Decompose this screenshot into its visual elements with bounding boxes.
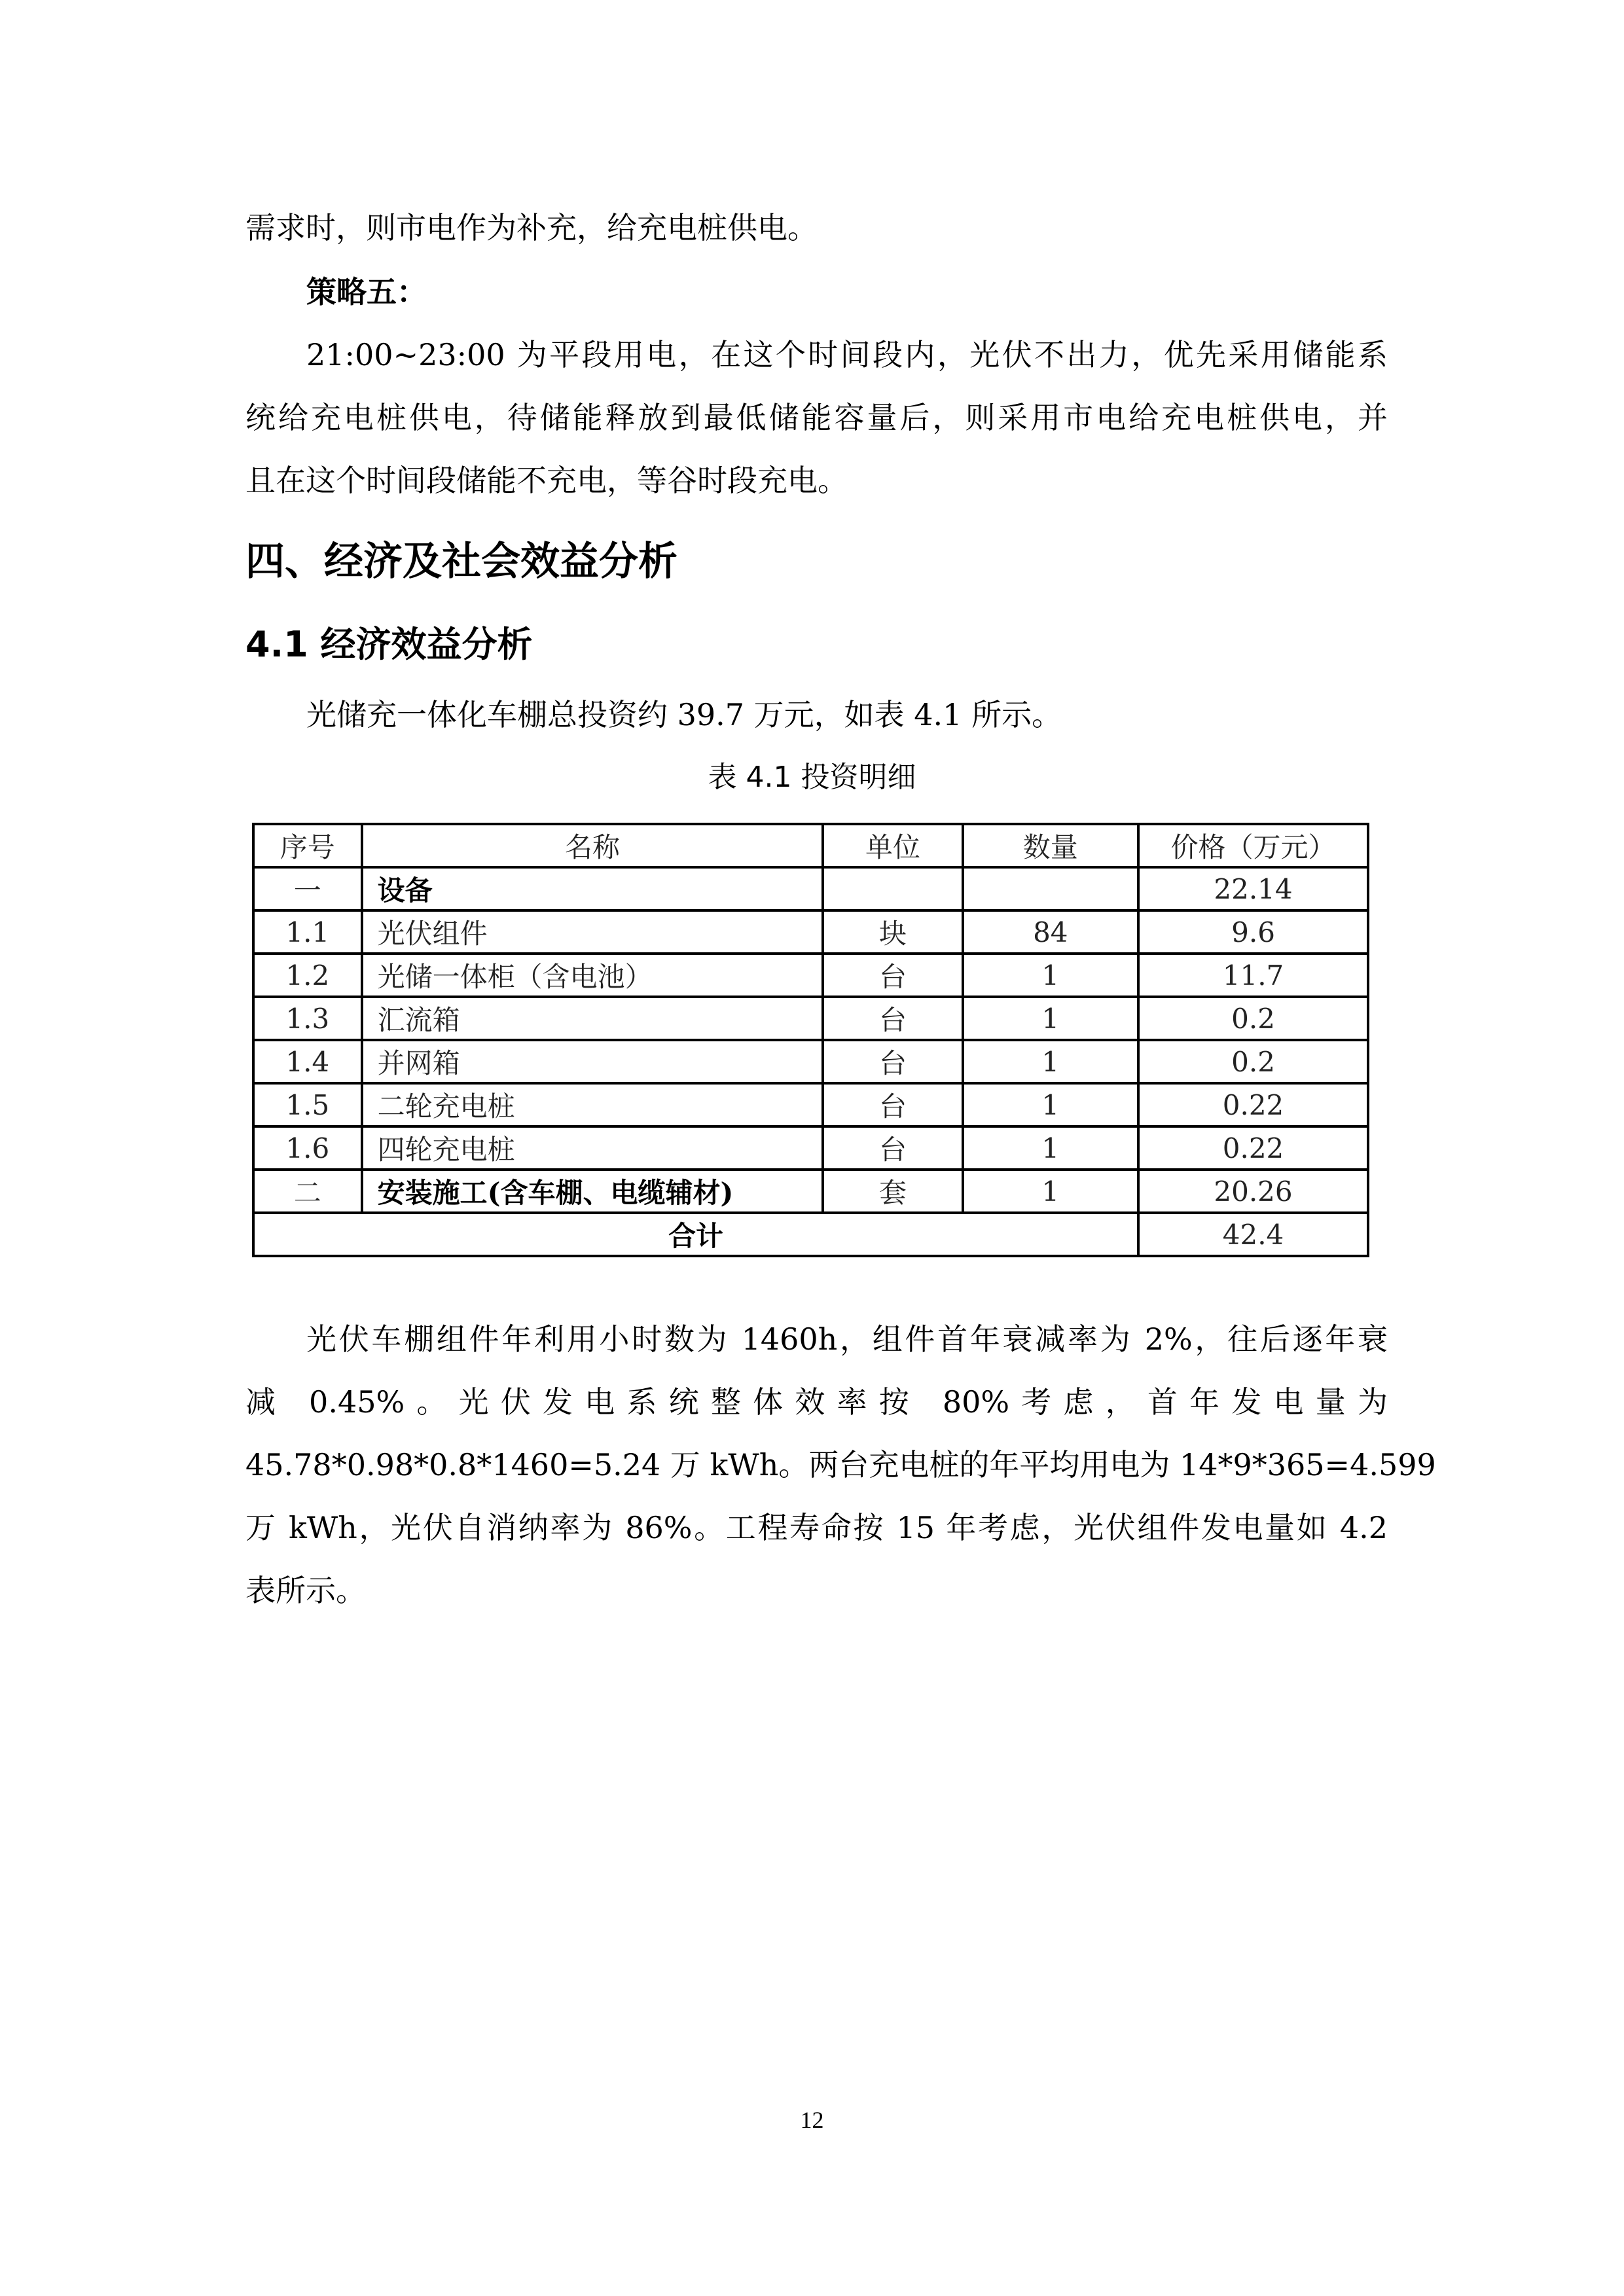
cell-index: 1.5 — [253, 1083, 362, 1126]
table-row — [253, 1040, 1368, 1083]
subsection-heading: 4.1 经济效益分析 — [245, 624, 533, 665]
section-heading: 四、经济及社会效益分析 — [245, 539, 677, 584]
cell-quantity: 1 — [963, 954, 1139, 997]
cell-name: 光储一体柜（含电池） — [362, 954, 823, 997]
total-label: 合计 — [253, 1213, 1138, 1256]
cell-name: 安装施工(含车棚、电缆辅材) — [362, 1170, 823, 1213]
table-row — [253, 1170, 1368, 1213]
table-row — [253, 954, 1368, 997]
paragraph-line: 减 0.45%。光伏发电系统整体效率按 80%考虑，首年发电量为 — [245, 1384, 1388, 1420]
paragraph-line: 21:00~23:00 为平段用电，在这个时间段内，光伏不出力，优先采用储能系 — [306, 337, 1388, 372]
paragraph-line: 统给充电桩供电，待储能释放到最低储能容量后，则采用市电给充电桩供电，并 — [245, 400, 1388, 435]
cell-quantity: 1 — [963, 1126, 1139, 1170]
cell-name: 二轮充电桩 — [362, 1083, 823, 1126]
cell-price: 0.22 — [1138, 1126, 1368, 1170]
cell-price: 0.2 — [1138, 997, 1368, 1040]
cell-index: 1.1 — [253, 910, 362, 954]
cell-unit: 台 — [823, 1126, 962, 1170]
cell-price: 22.14 — [1138, 867, 1368, 910]
table-caption: 表 4.1 投资明细 — [708, 761, 916, 794]
page-number: 12 — [800, 2107, 824, 2133]
cell-price: 11.7 — [1138, 954, 1368, 997]
cell-unit — [823, 867, 962, 910]
cell-name: 并网箱 — [362, 1040, 823, 1083]
cell-name: 光伏组件 — [362, 910, 823, 954]
cell-name: 设备 — [362, 867, 823, 910]
cell-unit: 块 — [823, 910, 962, 954]
table-row — [253, 1083, 1368, 1126]
cell-quantity: 1 — [963, 997, 1139, 1040]
cell-index: 1.6 — [253, 1126, 362, 1170]
column-header: 序号 — [253, 824, 362, 867]
table-row — [253, 1126, 1368, 1170]
cell-quantity: 1 — [963, 1040, 1139, 1083]
cell-index: 1.2 — [253, 954, 362, 997]
column-header: 价格（万元） — [1138, 824, 1368, 867]
cell-quantity: 84 — [963, 910, 1139, 954]
cell-unit: 套 — [823, 1170, 962, 1213]
table-total-row — [253, 1213, 1368, 1256]
table-row — [253, 997, 1368, 1040]
paragraph-line: 且在这个时间段储能不充电，等谷时段充电。 — [245, 463, 848, 498]
cell-index: 1.3 — [253, 997, 362, 1040]
cell-name: 汇流箱 — [362, 997, 823, 1040]
investment-table — [252, 823, 1369, 1257]
paragraph-line: 表所示。 — [245, 1573, 366, 1608]
paragraph-line: 万 kWh，光伏自消纳率为 86%。工程寿命按 15 年考虑，光伏组件发电量如 4.2 — [245, 1510, 1388, 1545]
table-row — [253, 910, 1368, 954]
cell-price: 0.22 — [1138, 1083, 1368, 1126]
cell-quantity: 1 — [963, 1170, 1139, 1213]
cell-quantity — [963, 867, 1139, 910]
paragraph-line: 45.78*0.98*0.8*1460=5.24 万 kWh。两台充电桩的年平均用电为 14*9*365=4.599 — [245, 1447, 1436, 1482]
column-header: 名称 — [362, 824, 823, 867]
cell-unit: 台 — [823, 997, 962, 1040]
cell-index: 1.4 — [253, 1040, 362, 1083]
column-header: 数量 — [963, 824, 1139, 867]
cell-name: 四轮充电桩 — [362, 1126, 823, 1170]
total-value: 42.4 — [1138, 1213, 1368, 1256]
cell-price: 9.6 — [1138, 910, 1368, 954]
strategy-title: 策略五： — [306, 274, 427, 310]
cell-index: 二 — [253, 1170, 362, 1213]
paragraph-line: 光储充一体化车棚总投资约 39.7 万元，如表 4.1 所示。 — [306, 697, 1062, 732]
cell-unit: 台 — [823, 1040, 962, 1083]
cell-index: 一 — [253, 867, 362, 910]
cell-unit: 台 — [823, 1083, 962, 1126]
cell-unit: 台 — [823, 954, 962, 997]
cell-price: 0.2 — [1138, 1040, 1368, 1083]
cell-quantity: 1 — [963, 1083, 1139, 1126]
paragraph-line: 光伏车棚组件年利用小时数为 1460h，组件首年衰减率为 2%，往后逐年衰 — [306, 1321, 1388, 1357]
column-header: 单位 — [823, 824, 962, 867]
cell-price: 20.26 — [1138, 1170, 1368, 1213]
paragraph-line: 需求时，则市电作为补充，给充电桩供电。 — [245, 210, 818, 245]
table-header-row — [253, 824, 1368, 867]
table-row — [253, 867, 1368, 910]
